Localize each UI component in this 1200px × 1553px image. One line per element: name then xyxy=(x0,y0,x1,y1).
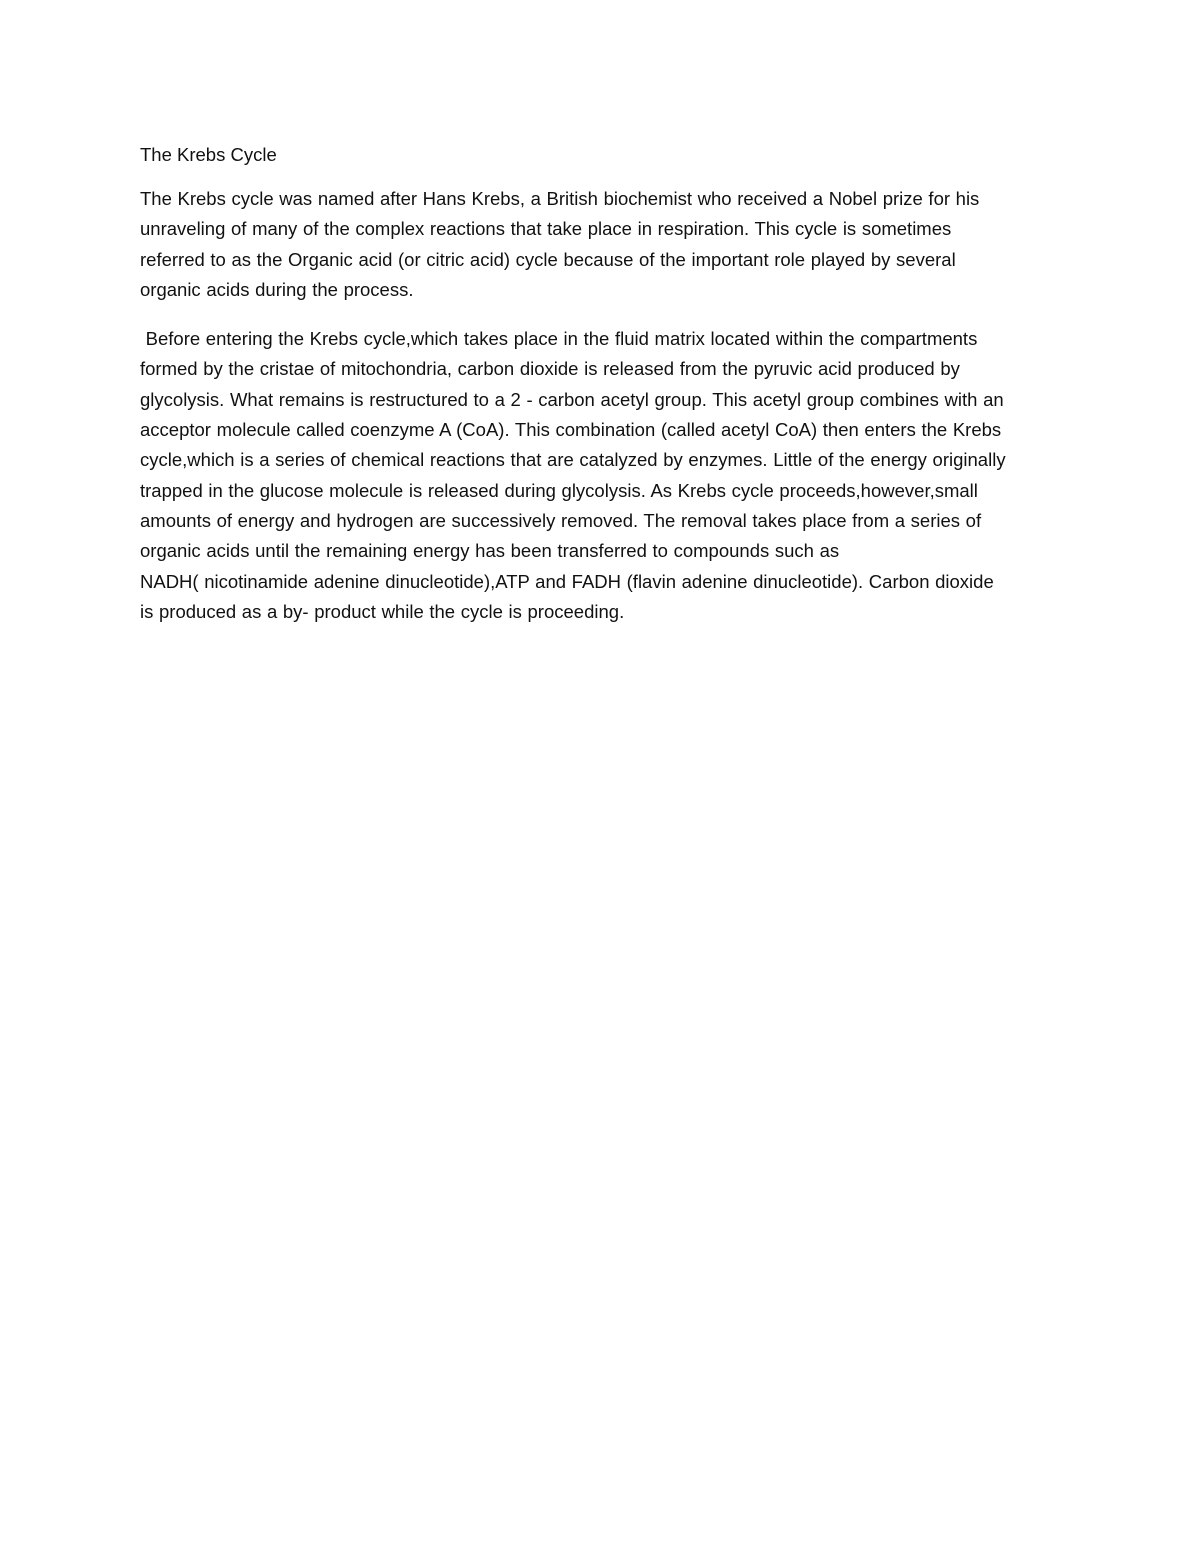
text-line: formed by the cristae of mitochondria, carbon dioxide is released from the pyruvic acid produced by xyxy=(140,358,960,380)
text-line: Before entering the Krebs cycle,which takes place in the fluid matrix located within the compartments xyxy=(140,328,978,350)
text-line: referred to as the Organic acid (or citric acid) cycle because of the important role played by several xyxy=(140,248,956,270)
text-line: organic acids until the remaining energy has been transferred to compounds such as xyxy=(140,540,840,562)
document-body xyxy=(140,140,1060,646)
text-line: trapped in the glucose molecule is released during glycolysis. As Krebs cycle proceeds,however,small xyxy=(140,479,978,501)
text-line: is produced as a by- product while the cycle is proceeding. xyxy=(140,600,625,622)
text-line: amounts of energy and hydrogen are successively removed. The removal takes place from a series of xyxy=(140,509,982,531)
text-line: cycle,which is a series of chemical reactions that are catalyzed by enzymes. Little of the energy originally xyxy=(140,449,1006,471)
document-title: The Krebs Cycle xyxy=(140,144,277,165)
text-line: The Krebs cycle was named after Hans Krebs, a British biochemist who received a Nobel prize for his xyxy=(140,188,980,209)
text-line: acceptor molecule called coenzyme A (CoA). This combination (called acetyl CoA) then enters the Krebs xyxy=(140,419,1002,441)
text-line: glycolysis. What remains is restructured to a 2 - carbon acetyl group. This acetyl group combines with an xyxy=(140,388,1004,410)
text-line: unraveling of many of the complex reactions that take place in respiration. This cycle is sometimes xyxy=(140,218,952,240)
paragraph-2 xyxy=(140,324,1060,627)
text-line: NADH( nicotinamide adenine dinucleotide),ATP and FADH (flavin adenine dinucleotide). Carbon dioxide xyxy=(140,570,994,592)
paragraph-1 xyxy=(140,184,1060,305)
text-line: organic acids during the process. xyxy=(140,278,414,300)
